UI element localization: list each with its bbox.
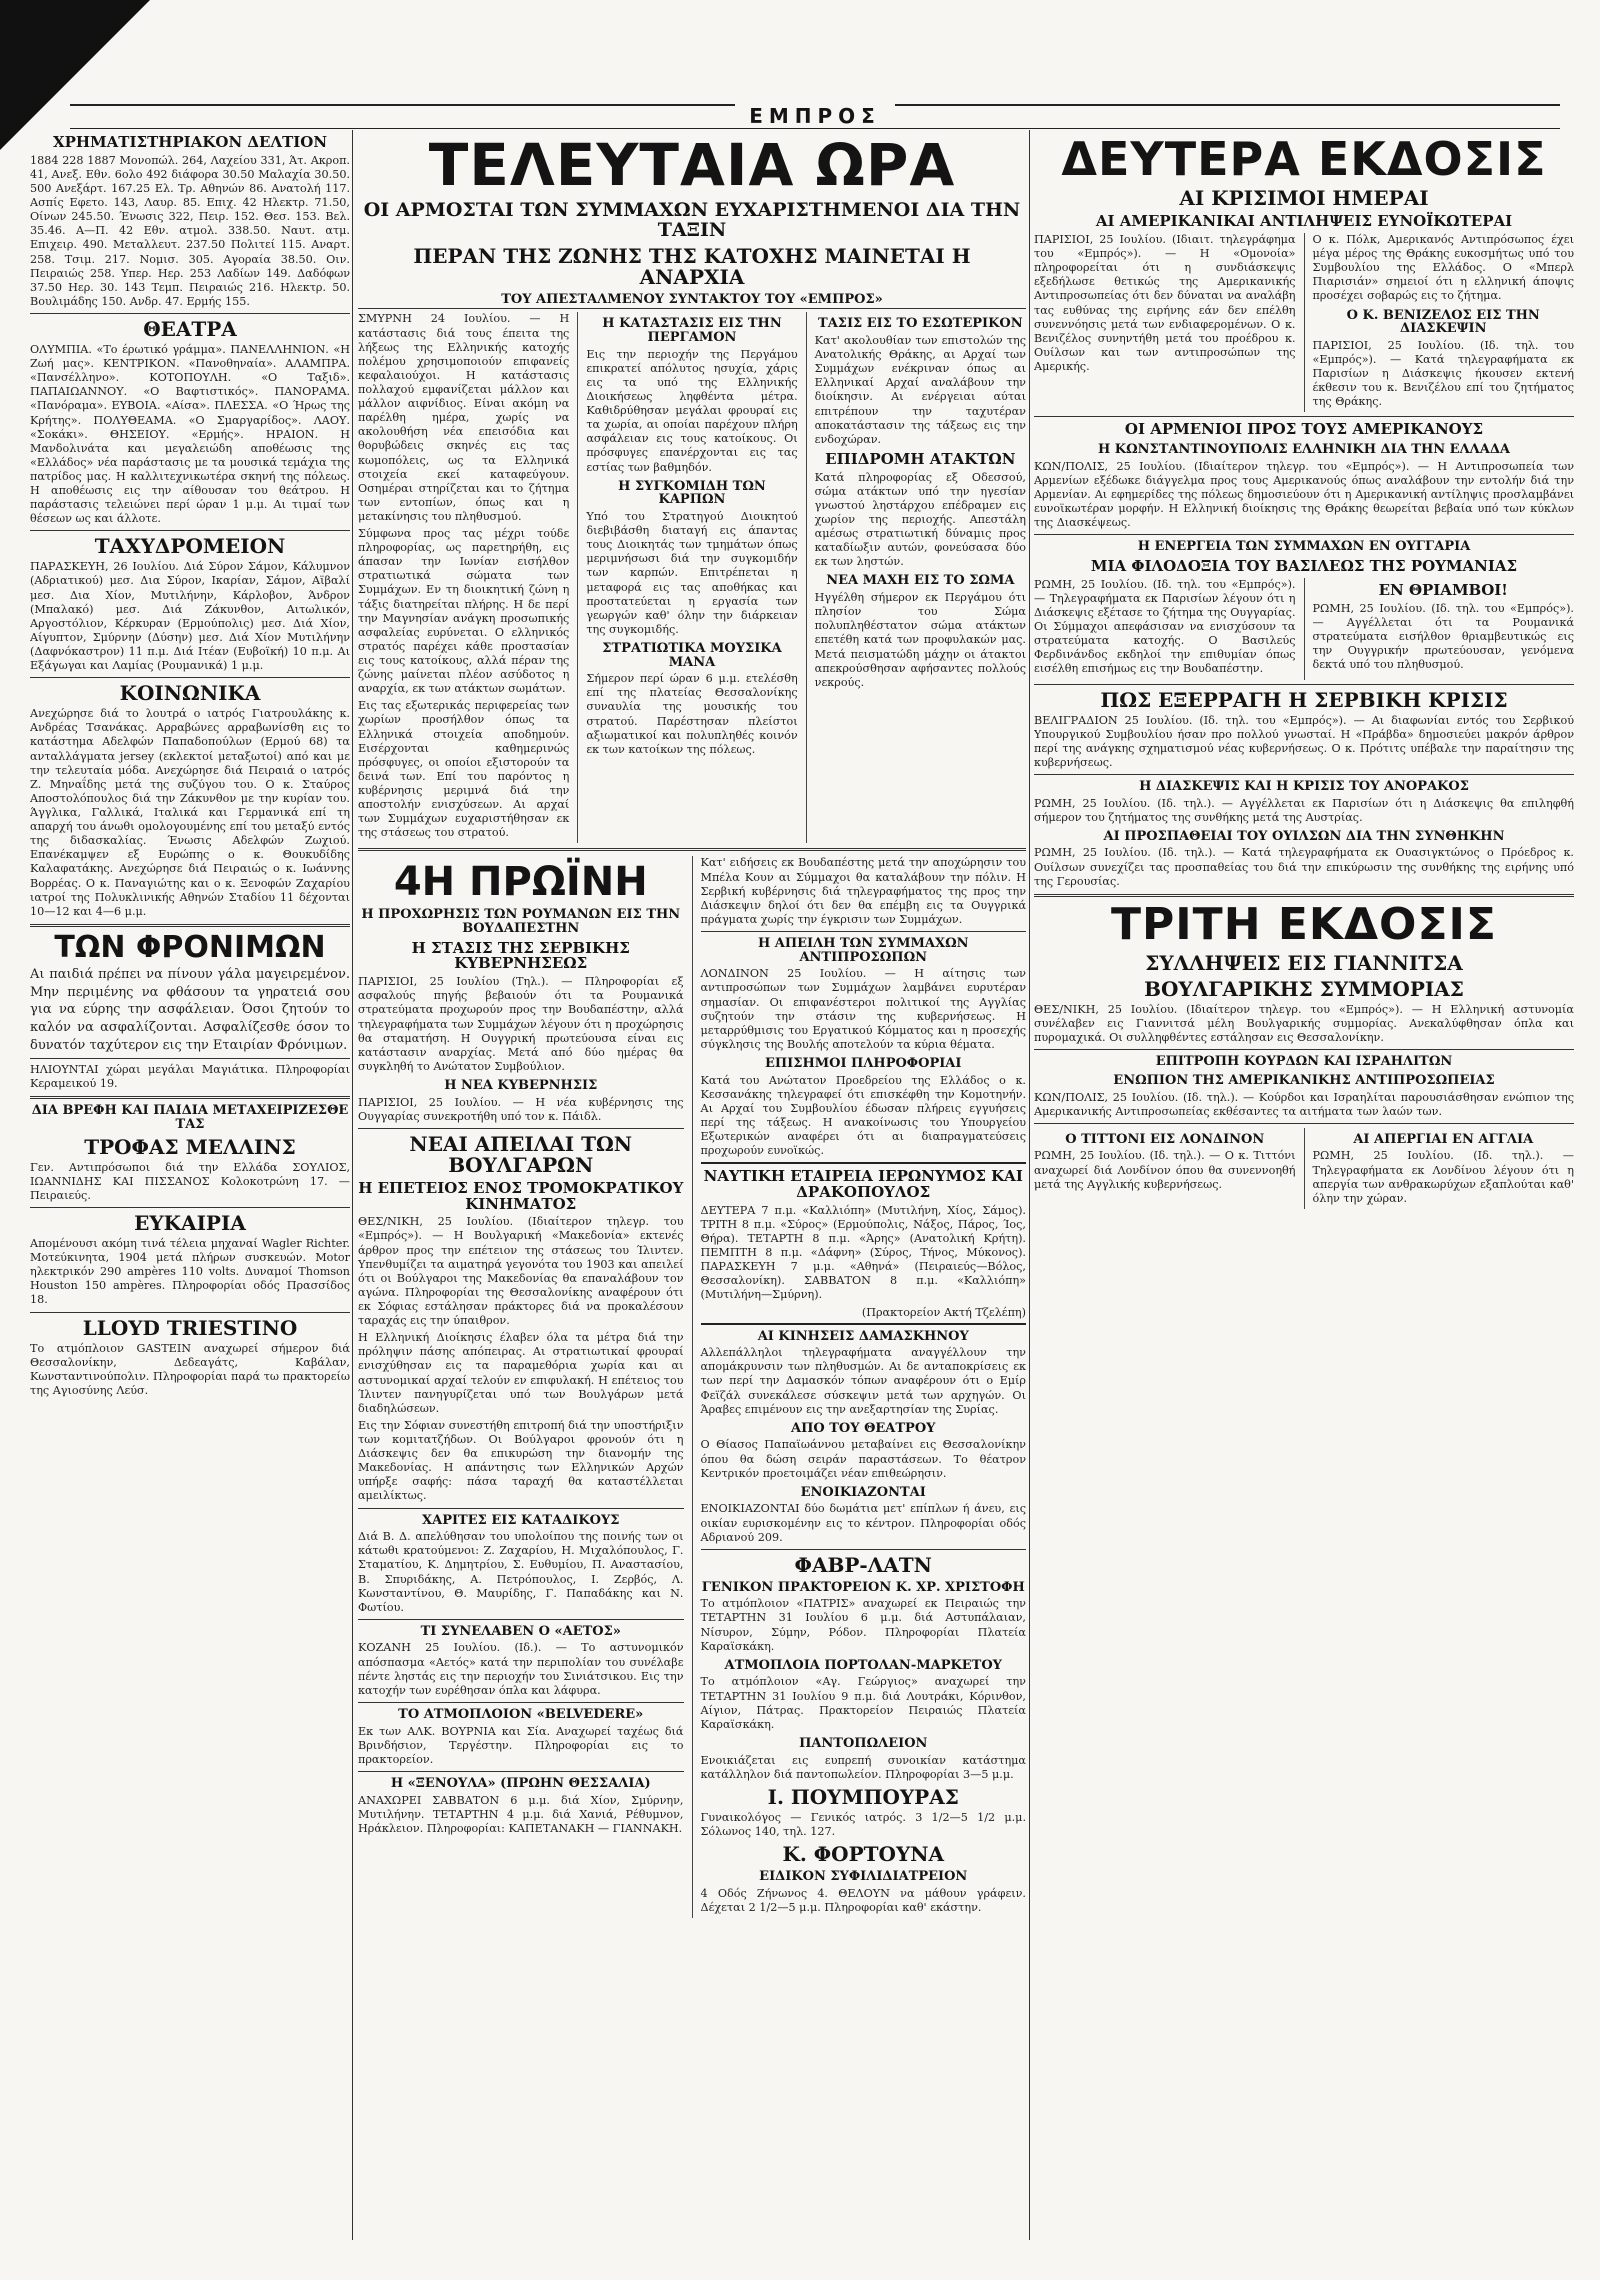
column-left <box>30 130 350 2240</box>
column-right <box>1034 130 1574 2240</box>
column-rule <box>1029 130 1030 2240</box>
sec-anoraks: Η ΔΙΑΣΚΕΨΙΣ ΚΑΙ Η ΚΡΙΣΙΣ ΤΟΥ ΑΝΟΡΑΚΟΣ <box>1139 778 1469 794</box>
pant-title: ΠΑΝΤΟΠΩΛΕΙΟΝ <box>799 1735 928 1751</box>
deltion-title: ΧΡΗΜΑΤΙΣΤΗΡΙΑΚΟΝ ΔΕΛΤΙΟΝ <box>52 133 328 151</box>
lower-body1: ΘΕΣ/ΝΙΚΗ, 25 Ιουλίου. (Ιδιαίτερον τηλεγρ. του «Εμπρός»). — Η Βουλγαρική «Μακεδονία» εκτενές άρθρον προς την επέτειον της στάσεως του Ίλιντεν. Υπενθυμίζει τα αιματηρά γεγονότα του 1903 και απειλεί ότι οι Βούλγαροι της Μακεδονίας θα επαναλάβουν τον αγώνα. Πληροφορίαι της Θεσσαλονίκης αναφέρουν ότι εκ Σόφιας εστάλησαν πράκτορες διά να προκαλέσουν ταραχάς εις την ύπαιθρον. <box>358 1215 684 1328</box>
ath-title: ΑΤΜΟΠΛΟΙΑ ΠΟΡΤΟΛΑΝ-ΜΑΡΚΕΤΟΥ <box>724 1657 1002 1673</box>
xarites-text: Διά Β. Δ. απελύθησαν του υπολοίπου της ποινής των οι κάτωθι κρατούμενοι: Ζ. Ζαχαρίου, Η. Μιχαλόπουλος, Γ. Σταματίου, Κ. Δημητρίου, Σ. Ευθυμίου, Π. Αναστασίου, Β. Σπυριδάκης, Α. Πετρόπουλος, Ι. Ζερβός, Λ. Κωνσταντίνου, Θ. Μαυρίδης, Γ. Παπαδάκης και Ν. Φωτίου. <box>358 1530 684 1614</box>
top-byline: ΤΟΥ ΑΠΕΣΤΑΛΜΕΝΟΥ ΣΥΝΤΑΚΤΟΥ ΤΟΥ «ΕΜΠΡΟΣ» <box>358 293 1026 310</box>
oungaria-columns <box>1034 578 1574 680</box>
top-story-columns <box>358 312 1026 843</box>
lower-title1: ΝΕΑΙ ΑΠΕΙΛΑΙ ΤΩΝ ΒΟΥΛΓΑΡΩΝ <box>409 1131 633 1177</box>
d-body11: ΚΩΝ/ΠΟΛΙΣ, 25 Ιουλίου. (Ιδ. τηλ.). — Κούρδοι και Ισραηλίται παρουσιάσθησαν ενώπιον της Αμερικανικής Αντιπροσωπείας εκθέσαντες τα αιτήματα των λαών των. <box>1034 1090 1574 1118</box>
top-body4: Εις την περιοχήν της Περγάμου επικρατεί απόλυτος ησυχία, χάρις εις τα υπό της Ελληνικής Διοικήσεως ληφθέντα μέτρα. Καθιδρύθησαν μεγάλαι φρουραί εις τα χωρία, αι οποίαι παρέχουν πλήρη ασφάλειαν εις τους κατοίκους. Οι πρόσφυγες επανέρχονται εις τας εστίας των βαθμηδόν. <box>586 347 798 474</box>
sec-tasis: ΤΑΣΙΣ ΕΙΣ ΤΟ ΕΣΩΤΕΡΙΚΟΝ <box>818 316 1023 332</box>
third-edition-headline: ΤΡΙΤΗ ΕΚΔΟΣΙΣ <box>1111 898 1497 950</box>
top-body1: ΣΜΥΡΝΗ 24 Ιουλίου. — Η κατάστασις διά τους έπειτα της λήξεως της Ελληνικής κατοχής πολέμου χρησιμοποιούν επιφανείς κεφαλαιούχοι. Η κατάστασις πολλαχού εμφανίζεται μάλλον και μάλλον αιφνίδιος. Είναι ακόμη να παρέλθη ημέρα, χωρίς να ακολουθήση νέα επεισόδια και θορυβώδεις σκηνές εις τας κωμοπόλεις, ως τα Ελληνικά στοιχεία εκεί καταφεύγουν. Οσημέραι στηρίζεται και το ζήτημα των εντοπίων, όπως και η μετακίνησις του πληθυσμού. <box>358 312 570 523</box>
proini-body1: ΠΑΡΙΣΙΟΙ, 25 Ιουλίου (Τηλ.). — Πληροφορίαι εξ ασφαλούς πηγής βεβαιούν ότι τα Ρουμανικά στρατεύματα προχωρούν προς την Βουδαπέστην, αλλά τηλεγραφήματα των Συμμάχων λέγουν ότι η προχώρησις θα σταματήση. Η Ουγγρική πρωτεύουσα είναι εις κατάστασιν αναρχίας. Μετά από δύο ημέρας θα συγκληθή το Ανώτατον Συμβούλιον. <box>358 975 684 1073</box>
fronimon-text: Αι παιδιά πρέπει να πίνουν γάλα μαγειρεμένον. Μην περιμένης να φθάσουν τα γηρατειά σου για να εύρης την ασφάλειαν. Όσοι ζητούν το καλόν να ασφαλίζονται. Ασφαλίζεσθε όσον το δυνατόν ταχύτερον εις την Εταιρίαν Φρόνιμων. <box>30 967 350 1053</box>
proini-body2: Κατ' ειδήσεις εκ Βουδαπέστης μετά την αποχώρησιν του Μπέλα Κουν αι Σύμμαχοι θα καταλάβουν την πόλιν. Η Σερβική κυβέρνησις διά τηλεγραφήματος της προς την Διάσκεψιν δηλοί ότι δεν θα επέμβη εις τα Ουγγρικά πράγματα χωρίς την έγκρισιν των Συμμάχων. <box>700 856 1026 926</box>
theatrou-text: Ο Θίασος Παπαϊωάννου μεταβαίνει εις Θεσσαλονίκην όπου θα δώση σειράν παραστάσεων. Το θέατρον Κεντρικόν προετοιμάζει νέαν επιθεώρησιν. <box>700 1438 1026 1480</box>
second-edition-columns <box>1034 233 1574 412</box>
lower-center-body2: Κατά του Ανώτατον Προεδρείου της Ελλάδος ο κ. Κεσσανάκης τηλεγραφεί ότι επισκέφθη την Κομοτηνήν. Αι Αρχαί του Συμβουλίου έδωσαν πλήρεις εγγυήσεις περί της τάξεως. Η ανακοίνωσις του Υπουργείου Εξωτερικών αναφέρει ότι αι διαπραγματεύσεις προχωρούν ευνοϊκώς. <box>700 1073 1026 1158</box>
top-body6: Σήμερον περί ώραν 6 μ.μ. ετελέσθη επί της πλατείας Θεσσαλονίκης συναυλία της μουσικής του στρατού. Παρέστησαν πλείστοι αξιωματικοί και πολυπληθές κοινόν εκ των κατοίκων της πόλεως. <box>586 672 798 756</box>
fortouna-sub: ΕΙΔΙΚΟΝ ΣΥΦΙΛΙΔΙΑΤΡΕΙΟΝ <box>759 1868 968 1884</box>
sec-tittoni: Ο ΤΙΤΤΟΝΙ ΕΙΣ ΛΟΝΔΙΝΟΝ <box>1065 1131 1265 1147</box>
bottom-right-columns <box>1034 1128 1574 1209</box>
koin-title: ΚΟΙΝΩΝΙΚΑ <box>119 681 261 706</box>
sec-anglia: ΑΙ ΑΠΕΡΓΙΑΙ ΕΝ ΑΓΓΛΙΑ <box>1353 1131 1534 1147</box>
sec-karpoi: Η ΣΥΓΚΟΜΙΔΗ ΤΩΝ ΚΑΡΠΩΝ <box>618 478 766 508</box>
sec-giannitsa2: ΒΟΥΛΓΑΡΙΚΗΣ ΣΥΜΜΟΡΙΑΣ <box>1144 976 1464 1001</box>
top-body8: Κατά πληροφορίας εξ Οδεσσού, σώμα ατάκτων υπό την ηγεσίαν γνωστού ληστάρχου επέδραμεν εις χωρίον της περιοχής. Απεστάλη αμέσως στρατιωτική δύναμις προς καταδίωξιν αυτών, φονεύσασα δύο εκ των ληστών. <box>814 470 1026 569</box>
top-sub1: ΟΙ ΑΡΜΟΣΤΑΙ ΤΩΝ ΣΥΜΜΑΧΩΝ ΕΥΧΑΡΙΣΤΗΜΕΝΟΙ ΔΙΑ ΤΗΝ ΤΑΞΙΝ <box>363 198 1021 241</box>
column-rule <box>352 130 353 2240</box>
column-middle <box>358 130 1026 2240</box>
sec-kourdoi2: ΕΝΩΠΙΟΝ ΤΗΣ ΑΜΕΡΙΚΑΝΙΚΗΣ ΑΝΤΙΠΡΟΣΩΠΕΙΑΣ <box>1113 1072 1495 1088</box>
d-body3: ΠΑΡΙΣΙΟΙ, 25 Ιουλίου. (Ιδ. τηλ. του «Εμπρός»). — Κατά τηλεγραφήματα εκ Παρισίων η Διάσκεψις ήκουσεν εκτενή έκθεσιν του κ. Βενιζέλου επί του ζητήματος της Θράκης. <box>1312 338 1574 409</box>
second-edition-sub: ΑΙ ΚΡΙΣΙΜΟΙ ΗΜΕΡΑΙ <box>1179 186 1429 211</box>
top-sub2: ΠΕΡΑΝ ΤΗΣ ΖΩΝΗΣ ΤΗΣ ΚΑΤΟΧΗΣ ΜΑΙΝΕΤΑΙ Η ΑΝΑΡΧΙΑ <box>413 243 971 289</box>
theatrou-title: ΑΠΟ ΤΟΥ ΘΕΑΤΡΟΥ <box>791 1420 936 1436</box>
d-body4: ΚΩΝ/ΠΟΛΙΣ, 25 Ιουλίου. (Ιδιαίτερον τηλεγρ. του «Εμπρός»). — Η Αντιπροσωπεία των Αρμενίων εξέδωκε διάγγελμα προς τους Αμερικανούς όπως αναλάβουν την εντολήν διά την Αρμενίαν. Αι εφημερίδες της πόλεως δημοσιεύουν ότι η Αμερικανική αντίληψις προσλαμβάνει ευνοϊκωτέραν μορφήν. Η Ελληνική διοίκησις της Θράκης θεωρείται βεβαία υπό των κύκλων της Διασκέψεως. <box>1034 459 1574 530</box>
trofas-text: Γεν. Αντιπρόσωποι διά την Ελλάδα ΣΟΥΛΙΟΣ, ΙΩΑΝΝΙΔΗΣ ΚΑΙ ΠΙΣΣΑΝΟΣ Κολοκοτρώνη 17. — Πειραιεύς. <box>30 1160 350 1202</box>
d-body5: ΡΩΜΗ, 25 Ιουλίου. (Ιδ. τηλ. του «Εμπρός»). — Τηλεγραφήματα εκ Παρισίων λέγουν ότι η Διάσκεψις εξέτασε το ζήτημα της Ουγγαρίας. Οι Σύμμαχοι απεφάσισαν να ενισχύσουν τα στρατεύματα κατοχής. Ο Βασιλεύς Φερδινάνδος εκδηλοί την επιθυμίαν όπως εισέλθη επισήμως εις την Βουδαπέστην. <box>1034 577 1296 676</box>
fabr-title: ΦΑΒΡ-ΛΑΤΝ <box>794 1552 932 1577</box>
atmoploion-text: Εκ των ΑΛΚ. ΒΟΥΡΝΙΑ και Σία. Αναχωρεί ταχέως διά Βρινδήσιον, Τεργέστην. Πληροφορίαι εις το πρακτορείον. <box>358 1724 684 1766</box>
lower-center-body1: ΛΟΝΔΙΝΟΝ 25 Ιουλίου. — Η αίτησις των αντιπροσώπων των Συμμάχων λαμβάνει ευρυτέραν σημασίαν. Οι επιφανέστεροι πολιτικοί της Αγγλίας συζητούν την στάσιν της κυβερνήσεως. Η μεταρρύθμισις του Εργατικού Κόμματος και η προσεχής σύγκλησις της Βουλής αποτελούν τα κύρια θέματα. <box>700 967 1026 1051</box>
aetos-title: ΤΙ ΣΥΝΕΛΑΒΕΝ Ο «ΑΕΤΟΣ» <box>420 1623 621 1639</box>
sec-soma: ΝΕΑ ΜΑΧΗ ΕΙΣ ΤΟ ΣΩΜΑ <box>826 573 1015 589</box>
d-body7: ΒΕΛΙΓΡΑΔΙΟΝ 25 Ιουλίου. (Ιδ. τηλ. του «Εμπρός»). — Αι διαφωνίαι εντός του Σερβικού Υπουργικού Συμβουλίου ήσαν προ πολλού γνωσταί. Η «Πράβδα» δημοσιεύει μακρόν άρθρον περί της ανάγκης σχηματισμού νέας κυβερνήσεως. Ο κ. Πρότιτς υπέβαλε την παραίτησιν της κυβερνήσεως. <box>1034 713 1574 769</box>
nautiki-title: ΝΑΥΤΙΚΗ ΕΤΑΙΡΕΙΑ ΙΕΡΩΝΥΜΟΣ ΚΑΙ ΔΡΑΚΟΠΟΥΛΟΣ <box>703 1167 1023 1201</box>
theatra-title: ΘΕΑΤΡΑ <box>143 316 237 341</box>
lower-title2: Η ΕΠΕΤΕΙΟΣ ΕΝΟΣ ΤΡΟΜΟΚΡΑΤΙΚΟΥ ΚΙΝΗΜΑΤΟΣ <box>358 1178 684 1213</box>
d-body13: ΡΩΜΗ, 25 Ιουλίου. (Ιδ. τηλ.). — Τηλεγραφήματα εκ Λονδίνου λέγουν ότι η απεργία των ανθρακωρύχων εξαπλούται καθ' όλην την χώραν. <box>1312 1149 1574 1205</box>
top-body7: Κατ' ακολουθίαν των επιστολών της Ανατολικής Θράκης, αι Αρχαί των Συμμάχων ενέκριναν όπως αι Ελληνικαί Αρχαί αναλάβουν την διοίκησιν. Αι ενέργειαι αύται επιτρέπουν την ταχυτέραν αποκατάστασιν της τάξεως εις την ενδοχώραν. <box>814 334 1026 446</box>
pant-text: Ενοικιάζεται εις ευπρεπή συνοικίαν κατάστημα κατάλληλον διά παντοπωλείον. Πληροφορίαι 3—5 μ.μ. <box>700 1753 1026 1781</box>
proini-body3: ΠΑΡΙΣΙΟΙ, 25 Ιουλίου. — Η νέα κυβέρνησις της Ουγγαρίας συνεκροτήθη υπό τον κ. Πάιδλ. <box>358 1095 684 1123</box>
sec-kourdoi: ΕΠΙΤΡΟΠΗ ΚΟΥΡΔΩΝ ΚΑΙ ΙΣΡΑΗΛΙΤΩΝ <box>1155 1054 1453 1070</box>
d-body10: ΘΕΣ/ΝΙΚΗ, 25 Ιουλίου. (Ιδιαίτερον τηλεγρ. του «Εμπρός»). — Η Ελληνική αστυνομία συνέλαβεν εις Γιαννιτσά μέλη Βουλγαρικής συμμορίας. Ανεκαλύφθησαν όπλα και πυρομαχικά. Οι συλληφθέντες εστάλησαν εις Θεσσαλονίκην. <box>1034 1002 1574 1045</box>
sec-symmaxoi: Η ΑΠΕΙΛΗ ΤΩΝ ΣΥΜΜΑΧΩΝ ΑΝΤΙΠΡΟΣΩΠΩΝ <box>757 936 969 965</box>
proini-sub2: Η ΣΤΑΣΙΣ ΤΗΣ ΣΕΡΒΙΚΗΣ ΚΥΒΕΡΝΗΣΕΩΣ <box>411 938 630 973</box>
enoik-title: ΕΝΟΙΚΙΑΖΟΝΤΑΙ <box>800 1484 926 1500</box>
trofas-name: ΤΡΟΦΑΣ ΜΕΛΛΙΝΣ <box>84 1134 296 1159</box>
doumpkou-text: Αλλεπάλληλοι τηλεγραφήματα αναγγέλλουν την απομάκρυνσιν των πληθυσμών. Αι δε ανταποκρίσεις εκ των περί την Δαμασκόν τόπων αναφέρουν ότι ο Εμίρ Φεϊζάλ συνεκάλεσε σύσκεψιν μετά των αρχηγών. Οι Άραβες επιμένουν εις την ανεξαρτησίαν της Συρίας. <box>700 1346 1026 1416</box>
sec-plirof: ΕΠΙΣΗΜΟΙ ΠΛΗΡΟΦΟΡΙΑΙ <box>765 1055 962 1071</box>
lower-middle <box>358 856 1026 1917</box>
lower-body2: Η Ελληνική Διοίκησις έλαβεν όλα τα μέτρα διά την πρόληψιν πάσης απόπειρας. Αι στρατιωτικαί φρουραί ενισχύθησαν εις τα παραμεθόρια χωρία και αι αστυνομικαί αρχαί τελούν εν επιφυλακή. Η επέτειος του Ίλιντεν πανηγυρίζεται υπό των Βουλγάρων μετά διαδηλώσεων. <box>358 1331 684 1415</box>
sec-oungaria: Η ΕΝΕΡΓΕΙΑ ΤΩΝ ΣΥΜΜΑΧΩΝ ΕΝ ΟΥΓΓΑΡΙΑ <box>1137 539 1471 555</box>
taxy-text: ΠΑΡΑΣΚΕΥΗ, 26 Ιουλίου. Διά Σύρον Σάμον, Κάλυμνον (Αδριατικού) μεσ. Δια Σύρον, Ικαρίαν, Σάμον, Αϊβαλί μεσ. Δια Χίον, Μυτιλήνην, Κάρλοβον, Άνδρον (Μπαλακό) μεσ. Διά Ζάκυνθον, Αιτωλικόν, Αργοστόλιον, Κέρκυραν (Ερμούπολις) μεσ. Διά Χίον, Αίγυπτον, Σμύρνην (Δύσην) μεσ. Διά Χίον Μυτιλήνην (Δαφνόκαστρον) 11 π.μ. Διά Ιτέαν (Ευβοϊκή) 10 π.μ. Αι Εξάγωγαι και Λαμίας (Ρουμανικά) 1 μ.μ. <box>30 560 350 673</box>
fabr-sub: ΓΕΝΙΚΟΝ ΠΡΑΚΤΟΡΕΙΟΝ Κ. ΧΡ. ΧΡΙΣΤΟΦΗ <box>701 1579 1025 1595</box>
koin-text: Ανεχώρησε διά το λουτρά ο ιατρός Γιατρουλάκης κ. Ανδρέας Τσανάκας. Αρραβώνες αρραβωνίσθη εις το κατάστημα Αδελφών Παπαδοπούλων (Ερμού 68) τα ανταλλάγματα jersey (εκλεκτοί μεταξωτοί) από και με την τελευταία μόδα. Ανεχώρησε διά Πειραιά ο ιατρός Ζ. Μηναΐδης μετά της συζύγου του. Ο κ. Σταύρος Αποστολόπουλος διά την Ζάκυνθον με την κυρίαν του. Άγγλικα, Γαλλικά, Ιταλικά και Γερμανικά επί τη απαρχή του άνωθι ομολογουμένης επί του μεταξύ εντός της διδασκαλίας. Ένωσις Αδελφών Ζωχιού. Επανέκαμψεν εξ Ευρώπης ο κ. Θουκυδίδης Καλαφατάκης. Ανεχώρησε διά Πειραιώς ο κ. Ιωάννης Βορρέας. Ο κ. Παναγιώτης και ο κ. Ξενοφών Ζαχαρίου ιατροί της Πολυκλινικής Αθηνών Σταδίου 11 δέχονται 10—12 και 4—6 μ.μ. <box>30 707 350 918</box>
proini-sub1: Η ΠΡΟΧΩΡΗΣΙΣ ΤΩΝ ΡΟΥΜΑΝΩΝ ΕΙΣ ΤΗΝ ΒΟΥΔΑΠΕΣΤΗΝ <box>361 907 681 937</box>
proini-sec-kyv: Η ΝΕΑ ΚΥΒΕΡΝΗΣΙΣ <box>444 1078 598 1093</box>
sec-proseleuseis: ΑΙ ΠΡΟΣΠΑΘΕΙΑΙ ΤΟΥ ΟΥΙΛΣΩΝ ΔΙΑ ΤΗΝ ΣΥΝΘΗΚΗΝ <box>1103 828 1505 844</box>
sec-amerik: ΟΙ ΑΡΜΕΝΙΟΙ ΠΡΟΣ ΤΟΥΣ ΑΜΕΡΙΚΑΝΟΥΣ <box>1124 420 1484 439</box>
second-edition-sub2: ΑΙ ΑΜΕΡΙΚΑΝΙΚΑΙ ΑΝΤΙΛΗΨΕΙΣ ΕΥΝΟΪΚΩΤΕΡΑΙ <box>1095 212 1513 231</box>
sec-thriamvoi: ΕΝ ΘΡΙΑΜΒΟΙ! <box>1378 580 1508 599</box>
taxy-title: ΤΑΧΥΔΡΟΜΕΙΟΝ <box>94 534 286 559</box>
sec-pergamon: Η ΚΑΤΑΣΤΑΣΙΣ ΕΙΣ ΤΗΝ ΠΕΡΓΑΜΟΝ <box>602 316 782 346</box>
theatra-text: ΟΛΥΜΠΙΑ. «Το έρωτικό γράμμα». ΠΑΝΕΛΛΗΝΙΟΝ. «Η Ζωή μας». ΚΕΝΤΡΙΚΟΝ. «Πανοθηναία». ΑΛΑΜΠΡΑ. «Πανσέλληνο». ΚΟΤΟΠΟΥΛΗ. «Ο Ταξιδ». ΠΑΠΑΙΩΑΝΝΟΥ. «Ο Βαφτιστικός». ΠΑΝΟΡΑΜΑ. «Πανόραμα». ΕΥΒΟΙΑ. «Αίσα». ΠΛΕΣΣΑ. «Ο Ήρως της Κρήτης». ΠΟΛΥΘΕΑΜΑ. «Ο Σμαργαρίδος». ΛΑΟΥ. «Σοκάκι». ΘΗΣΕΙΟΥ. «Ερμής». ΗΡΑΙΟΝ. Η Μανδολινάτα και μεγαλειώδη αποθέωσις της «Ελλάδος» νέα παράστασις με τα μουσικά τεμάχια της πατρίδος μας. Η καλλιτεχνικωτέρα σκηνή της πόλεως. Η αποθέωσις εις την αίθουσαν του θεάτρου. Η παράστασις τελειώνει περί ώραν 1 μ.μ. Αι τιμαί των θέσεων ως και άλλοτε. <box>30 342 350 526</box>
sec-stratolia: ΣΤΡΑΤΙΩΤΙΚΑ ΜΟΥΣΙΚΑ ΜΑΝΑ <box>602 640 782 670</box>
fronimon-title: ΤΩΝ ΦΡΟΝΙΜΩΝ <box>54 929 326 965</box>
atmoploion-title: ΤΟ ΑΤΜΟΠΛΟΙΟΝ «BELVEDERE» <box>398 1706 644 1722</box>
proini-banner: 4Η ΠΡΩΪΝΗ <box>393 859 648 906</box>
top-body5: Υπό του Στρατηγού Διοικητού διεβιβάσθη διαταγή εις άπαντας τους Διοικητάς των τμημάτων όπως μεριμνήσωσι διά την συγκομιδήν των καρπών. Επιτρέπεται η μεταφορά εις τας αποθήκας και προστατεύεται η εργασία των γεωργών καθ' όλην την διάρκειαν της συγκομιδής. <box>586 509 798 636</box>
aetos-text: ΚΟΖΑΝΗ 25 Ιουλίου. (Ιδ.). — Το αστυνομικόν απόσπασμα «Αετός» κατά την περιπολίαν του συνέλαβε πέντε ληστάς εις την περιοχήν του Σινιάτσικου. Εις την κατοχήν των ευρέθησαν όπλα και λάφυρα. <box>358 1641 684 1697</box>
fabr-text: Το ατμόπλοιον «ΠΑΤΡΙΣ» αναχωρεί εκ Πειραιώς την ΤΕΤΑΡΤΗΝ 31 Ιουλίου 6 μ.μ. διά Αστυπάλαιαν, Νίσυρον, Σύμην, Ρόδον. Πληροφορίαι Πλατεία Καραϊσκάκη. <box>700 1597 1026 1653</box>
lloyd-title: LLOYD TRIESTINO <box>82 1315 298 1340</box>
d-body6: ΡΩΜΗ, 25 Ιουλίου. (Ιδ. τηλ. του «Εμπρός»). — Αγγέλλεται ότι τα Ρουμανικά στρατεύματα εισήλθον θριαμβευτικώς εις την Ουγγρικήν πρωτεύουσαν, γενόμενα δεκτά υπό του πληθυσμού. <box>1312 601 1574 671</box>
nautiki-note: (Πρακτορείον Ακτή Τζελέπη) <box>861 1305 1026 1319</box>
sec-venizelos: Ο Κ. ΒΕΝΙΖΕΛΟΣ ΕΙΣ ΤΗΝ ΔΙΑΣΚΕΨΙΝ <box>1346 307 1540 337</box>
second-edition-headline: ΔΕΥΤΕΡΑ ΕΚΔΟΣΙΣ <box>1061 132 1547 186</box>
doumpkou-title: ΑΙ ΚΙΝΗΣΕΙΣ ΔΑΜΑΣΚΗΝΟΥ <box>757 1328 969 1344</box>
sec-amerik2: Η ΚΩΝΣΤΑΝΤΙΝΟΥΠΟΛΙΣ ΕΛΛΗΝΙΚΗ ΔΙΑ ΤΗΝ ΕΛΛΑΔΑ <box>1097 442 1511 458</box>
masthead-title: ΕΜΠΡΟΣ <box>735 104 895 128</box>
xenoula-text: ΑΝΑΧΩΡΕΙ ΣΑΒΒΑΤΟΝ 6 μ.μ. διά Χίον, Σμύρνην, Μυτιλήνην. ΤΕΤΑΡΤΗΝ 4 μ.μ. διά Χανιά, Ρέθυμνον, Ηράκλειον. Πληροφορίαι: ΚΑΠΕΤΑΝΑΚΗ — ΓΙΑΝΝΑΚΗ. <box>358 1793 684 1835</box>
sec-oungaria2: ΜΙΑ ΦΙΛΟΔΟΞΙΑ ΤΟΥ ΒΑΣΙΛΕΩΣ ΤΗΣ ΡΟΥΜΑΝΙΑΣ <box>1090 557 1518 575</box>
eukairia-title: ΕΥΚΑΙΡΙΑ <box>134 1210 246 1235</box>
d-body9: ΡΩΜΗ, 25 Ιουλίου. (Ιδ. τηλ.). — Κατά τηλεγραφήματα εκ Ουασιγκτώνος ο Πρόεδρος κ. Ουίλσων συνεχίζει τας προσπαθείας του διά την επικύρωσιν της συνθήκης της ειρήνης υπό της Γερουσίας. <box>1034 846 1574 888</box>
eukairia-text: Απομένουσι ακόμη τινά τέλεια μηχαναί Wagler Richter. Mοτεύκινητα, 1904 μετά πλήρων συσκευών. Motor ηλεκτρικόν 290 ampères 110 volts. Δυναμοί Thomson Houston 150 ampères. Πληροφορίαι οδός Πρασσίδος 18. <box>30 1236 350 1307</box>
top-body3: Εις τας εξωτερικάς περιφερείας των χωρίων προσήλθον όπως τα Ελληνικά στοιχεία αποδημούν. Εισέρχονται καθημερινώς πρόσφυγες, οι οποίοι εξιστορούν τα δεινά των. Επί του παρόντος η κυβέρνησις μεριμνά διά την αποστολήν ενισχύσεων. Αι αρχαί των Συμμάχων ευχαριστήθησαν εκ της στάσεως του στρατού. <box>358 699 570 840</box>
poumpouras-text: Γυναικολόγος — Γενικός ιατρός. 3 1/2—5 1/2 μ.μ. Σόλωνος 140, τηλ. 127. <box>700 1810 1026 1838</box>
poumpouras-title: Ι. ΠΟΥΜΠΟΥΡΑΣ <box>767 1784 959 1809</box>
sec-epidromi: ΕΠΙΔΡΟΜΗ ΑΤΑΚΤΩΝ <box>825 449 1016 468</box>
d-body12: ΡΩΜΗ, 25 Ιουλίου. (Ιδ. τηλ.). — Ο κ. Τιττόνι αναχωρεί διά Λονδίνον όπου θα συνεννοηθή μετά της Αγγλικής κυβερνήσεως. <box>1034 1149 1296 1191</box>
top-headline: ΤΕΛΕΥΤΑΙΑ ΩΡΑ <box>428 131 956 199</box>
xarites-title: ΧΑΡΙΤΕΣ ΕΙΣ ΚΑΤΑΔΙΚΟΥΣ <box>422 1512 620 1528</box>
top-body2: Σύμφωνα προς τας μέχρι τούδε πληροφορίας, ως παρετηρήθη, εις άπασαν την Ιωνίαν εισήλθον στρατιωτικά σώματα των Συμμάχων. Εν τη διοικητική ζώνη η τάξις διατηρείται πλήρης. Η δε περί την Μαγνησίαν ανάγκη προσωπικής ασφαλείας ευρύνεται. Ο ελληνικός στρατός παρέχει κάθε προστασίαν εις τους κατοίκους, αλλά πέραν της ζώνης μαίνεται πλέον ασύδοτος η αναρχία, εκ των ατάκτων σωμάτων. <box>358 527 570 696</box>
lower-body3: Εις την Σόφιαν συνεστήθη επιτροπή διά την υποστήριξιν των κομιτατζήδων. Οι Βούλγαροι φρονούν ότι η Διάσκεψις δεν θα επικυρώση την διανομήν της Μακεδονίας. Η απάντησις των Ελληνικών Αρχών υπήρξε σαφής: πάσα ταραχή θα καταστέλλεται αμειλίκτως. <box>358 1418 684 1503</box>
sec-servia: ΠΩΣ ΕΞΕΡΡΑΓΗ Η ΣΕΡΒΙΚΗ ΚΡΙΣΙΣ <box>1100 687 1508 712</box>
sec-giannitsa: ΣΥΛΛΗΨΕΙΣ ΕΙΣ ΓΙΑΝΝΙΤΣΑ <box>1145 950 1463 975</box>
d-body2: Ο κ. Πόλκ, Αμερικανός Αντιπρόσωπος έχει μέγα μέρος της Θράκης ευκοσμήτως υπό του Συμβουλίου της Ελλάδος. Ο «Μπερλ Πιαρισιάν» σημειοί ότι η ελληνική άποψις προσέχει σοβαρώς εις το ζήτημα. <box>1312 233 1574 303</box>
ilio-text: ΗΛΙΟΥΝΤΑΙ χώραι μεγάλαι Μαγιάτικα. Πληροφορίαι Κεραμεικού 19. <box>30 1063 350 1091</box>
lloyd-text: Το ατμόπλοιον GASTEIN αναχωρεί σήμερον διά Θεσσαλονίκην, Δεδεαγάτς, Καβάλαν, Κωνσταντινούπολιν. Πληροφορίαι παρά τω πρακτορείω της Αγιοσύνης Λεύσ. <box>30 1341 350 1397</box>
d-body1: ΠΑΡΙΣΙΟΙ, 25 Ιουλίου. (Ιδιαιτ. τηλεγράφημα του «Εμπρός»). — Η «Ομονοία» πληροφορείται ότι η συνδιάσκεψις εξεδήλωσε θετικώς της Αμερικανικής Αντιπροσωπείας ότι δεν δύναται να αναλάβη τας ευθύνας της ειρήνης εάν δεν επέλθη συνεννόησις μετά των ενδιαφερομένων. Ο κ. Βενιζέλος συνηντήθη μετά του προέδρου κ. Ουίλσων και των αντιπροσώπων της Αμερικής. <box>1034 233 1296 374</box>
deltion-text: 1884 228 1887 Μονοπώλ. 264, Λαχείου 331, Άτ. Ακροπ. 41, Ανεξ. Εθν. 6ολο 492 διάφορα 30.50 Μαλαχία 30.50. 500 Ανεξάρτ. 167.25 Ελ. Τρ. Αθηνών 86. Ανατολή 117. Ασπίς Εφετο. 143, Λαυρ. 85. Επιχ. 42 Ηλεκτρ. 71.50, Οίνων 245.50. Ένωσις 322, Πειρ. 152. Θεσ. 153. Βελ. 35.46. Α—Π. 42 Εθν. ατμολ. 338.50. Ναυτ. ατμ. Επιχειρ. 490. Μεταλλευτ. 237.50 Πολιτεί 115. Αναρτ. 258. Τσιμ. 217. Νομισ. 305. Αγοραία 38.50. Οιν. Πειραιώς 258. Υπερ. Ηερ. 253 Λαδίων 149. Δαδόφων 37.50 Ηερ. 30. 143 Τεμπ. Πειραιώς 216. Ηλεκτρ. 50. Βουλιμάδης 150. Ανδρ. 47. Ερμής 155. <box>30 153 350 308</box>
trofas-title: ΔΙΑ ΒΡΕΦΗ ΚΑΙ ΠΑΙΔΙΑ ΜΕΤΑΧΕΙΡΙΖΕΣΘΕ ΤΑΣ <box>31 1103 349 1132</box>
xenoula-title: Η «ΞΕΝΟΥΛΑ» (ΠΡΩΗΝ ΘΕΣΣΑΛΙΑ) <box>390 1775 651 1791</box>
nautiki-text: ΔΕΥΤΕΡΑ 7 π.μ. «Καλλιόπη» (Μυτιλήνη, Χίος, Σάμος). ΤΡΙΤΗ 8 π.μ. «Σύρος» (Ερμούπολις, Νάξος, Πάρος, Ίος, Θήρα). ΤΕΤΑΡΤΗ 8 π.μ. «Άρης» (Ανατολική Κρήτη). ΠΕΜΠΤΗ 8 π.μ. «Δάφνη» (Σύρος, Τήνος, Μύκονος). ΠΑΡΑΣΚΕΥΗ 7 μ.μ. «Αθηνά» (Πειραιεύς—Βόλος, Θεσσαλονίκη). ΣΑΒΒΑΤΟΝ 8 π.μ. «Καλλιόπη» (Μυτιλήνη—Σμύρνη). <box>700 1203 1026 1302</box>
top-body9: Ηγγέλθη σήμερον εκ Περγάμου ότι πλησίον του Σώμα πολυπληθέστατον σώμα ατάκτων επετέθη κατά των προφυλακών μας. Μετά πεισματώδη μάχην οι άτακτοι απεκρούσθησαν αφήσαντες πολλούς νεκρούς. <box>814 591 1026 689</box>
masthead-bar <box>70 104 1560 129</box>
enoik-text: ΕΝΟΙΚΙΑΖΟΝΤΑΙ δύο δωμάτια μετ' επίπλων ή άνευ, εις οικίαν ευρισκομένην εις το κέντρον. Πληροφορίαι οδός Αδριανού 209. <box>700 1502 1026 1544</box>
d-body8: ΡΩΜΗ, 25 Ιουλίου. (Ιδ. τηλ.). — Αγγέλλεται εκ Παρισίων ότι η Διάσκεψις θα επιληφθή σήμερον του ζητήματος της συνθήκης μετά της Αυστρίας. <box>1034 796 1574 824</box>
fortouna-text: 4 Οδός Ζήνωνος 4. ΘΕΛΟΥΝ να μάθουν γράφειν. Δέχεται 2 1/2—5 μ.μ. Πληροφορίαι καθ' εκάστην. <box>700 1886 1026 1914</box>
fortouna-title: Κ. ΦΟΡΤΟΥΝΑ <box>782 1841 945 1866</box>
ath-text: Το ατμόπλοιον «Αγ. Γεώργιος» αναχωρεί την ΤΕΤΑΡΤΗΝ 31 Ιουλίου 9 π.μ. διά Λουτράκι, Κόρινθον, Αίγιον, Πάτρας. Πρακτορείον Πειραιώς Πλατεία Καραϊσκάκη. <box>700 1675 1026 1731</box>
